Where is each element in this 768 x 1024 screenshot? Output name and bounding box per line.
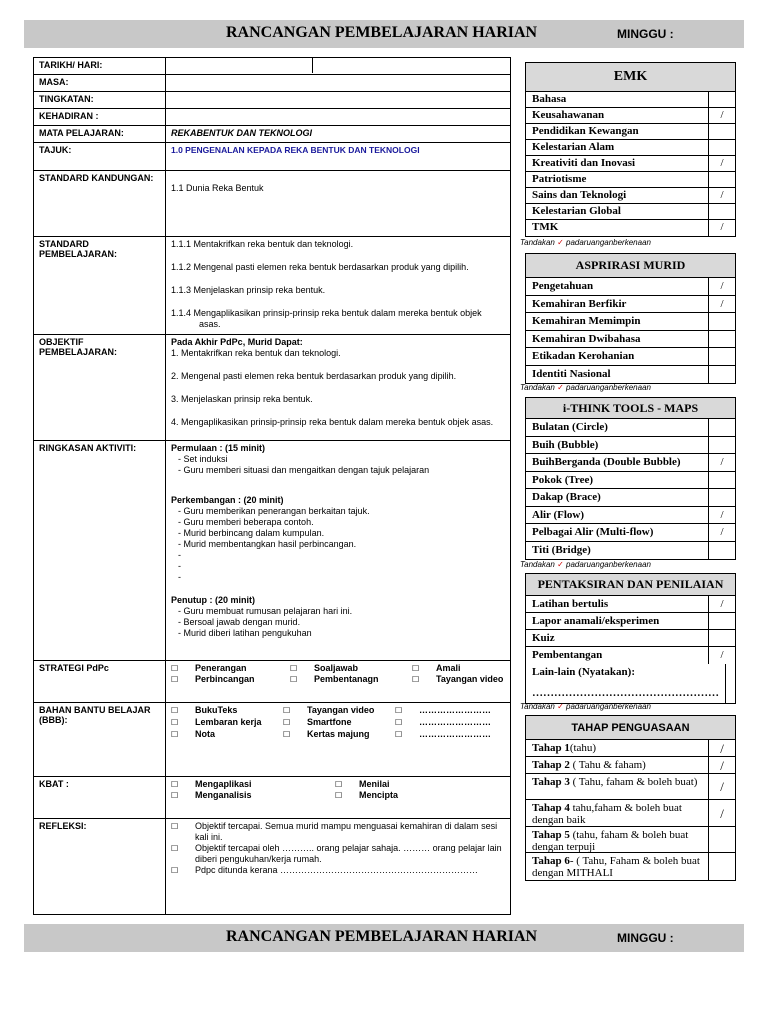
list-item: -	[178, 561, 181, 571]
emk-row	[526, 140, 735, 156]
ithink-item-label: Buih (Bubble)	[526, 437, 709, 454]
aspirasi-mark-cell[interactable]	[709, 366, 735, 384]
pentaksiran-item-label: Pembentangan	[526, 647, 709, 664]
aspirasi-panel	[525, 253, 736, 384]
kbat-options	[166, 777, 511, 819]
list-item: - Set induksi	[178, 454, 228, 464]
bbb-option: Kertas majung	[307, 729, 370, 739]
closing-heading: Penutup : (20 minit)	[171, 595, 255, 605]
tahap-level: Tahap 2	[532, 759, 570, 771]
reflection-option: Objektif tercapai oleh ……….. orang pelajar sahaja. ……… orang pelajar lain diberi pengukuhan/kerja rumah.	[195, 843, 502, 864]
emk-mark-cell[interactable]	[709, 124, 735, 139]
ithink-item-label: Pokok (Tree)	[526, 472, 709, 489]
tahap-item-label	[526, 800, 709, 826]
emk-row	[526, 188, 735, 204]
content-standard-label: STANDARD KANDUNGAN:	[34, 171, 166, 237]
checkbox[interactable]: ☐	[412, 664, 420, 673]
tahap-level: Tahap 3	[532, 776, 570, 788]
list-item: 2. Mengenal pasti elemen reka bentuk berdasarkan produk yang dipilih.	[171, 371, 457, 381]
bbb-label: BAHAN BANTU BELAJAR (BBB):	[34, 703, 166, 777]
ithink-row	[526, 472, 735, 490]
list-item: 1.1.3 Menjelaskan prinsip reka bentuk.	[171, 285, 326, 295]
topic-label: TAJUK:	[34, 143, 166, 171]
checkbox[interactable]: ☐	[290, 664, 298, 673]
tahap-item-label	[526, 853, 709, 880]
list-item: 1.1.4 Mengaplikasikan prinsip-prinsip reka bentuk dalam mereka bentuk objek asas.	[171, 308, 482, 329]
kbat-option: Menilai	[359, 779, 390, 789]
page-title: RANCANGAN PEMBELAJARAN HARIAN	[226, 24, 538, 41]
tahap-level: Tahap 5	[532, 829, 570, 841]
content-standard-value: 1.1 Dunia Reka Bentuk	[166, 171, 511, 237]
pentaksiran-item-label: Latihan bertulis	[526, 596, 709, 612]
list-item: - Murid berbincang dalam kumpulan.	[178, 528, 325, 538]
tahap-row	[526, 853, 735, 880]
emk-item-label: Bahasa	[526, 92, 709, 107]
check-icon: ✓	[557, 238, 564, 247]
other-label: Lain-lain (Nyatakan):	[532, 666, 635, 678]
tahap-mark-cell[interactable]: /	[720, 758, 724, 773]
activity-label: RINGKASAN AKTIVITI:	[34, 441, 166, 661]
ithink-item-label: Alir (Flow)	[526, 507, 709, 524]
ithink-row	[526, 419, 735, 437]
checkbox[interactable]: ☐	[290, 675, 298, 684]
emk-item-label: Sains dan Teknologi	[526, 188, 709, 203]
tahap-level: Tahap 4	[532, 802, 570, 814]
pentaksiran-item-label: Lapor anamali/eksperimen	[526, 613, 709, 629]
footer-banner	[24, 924, 744, 952]
tingkatan-field[interactable]	[166, 92, 511, 109]
emk-row	[526, 156, 735, 172]
aspirasi-item-label: Pengetahuan	[526, 278, 709, 295]
strategy-options	[166, 661, 511, 703]
checkbox[interactable]: ☐	[171, 791, 179, 800]
emk-item-label: TMK	[526, 220, 709, 236]
tahap-item-label	[526, 774, 709, 799]
checkbox[interactable]: ☐	[171, 780, 179, 789]
opening-heading: Permulaan : (15 minit)	[171, 443, 266, 453]
ithink-mark-cell[interactable]: /	[720, 456, 724, 468]
checkbox[interactable]: ☐	[335, 791, 343, 800]
kehadiran-field[interactable]	[166, 109, 511, 126]
list-item: -	[178, 550, 181, 560]
ithink-mark-cell[interactable]	[709, 437, 735, 454]
pentaksiran-mark-cell[interactable]: /	[720, 649, 724, 661]
ithink-title: i-THINK TOOLS - MAPS	[526, 398, 735, 419]
ithink-row	[526, 542, 735, 560]
tahap-item-label	[526, 827, 709, 852]
aspirasi-item-label: Kemahiran Berfikir	[526, 296, 709, 313]
other-row	[526, 664, 735, 703]
tahap-description: tahu,faham & boleh buat dengan baik	[532, 802, 682, 826]
footer-title: RANCANGAN PEMBELAJARAN HARIAN	[226, 928, 538, 945]
aspirasi-row	[526, 313, 735, 331]
tahap-row	[526, 757, 735, 774]
checkbox[interactable]: ☐	[395, 718, 403, 727]
checkbox[interactable]: ☐	[395, 730, 403, 739]
ithink-row	[526, 489, 735, 507]
subject-label: MATA PELAJARAN:	[34, 126, 166, 143]
ithink-item-label: Bulatan (Circle)	[526, 419, 709, 436]
aspirasi-row	[526, 331, 735, 349]
bbb-options	[166, 703, 511, 777]
tahap-mark-cell[interactable]: /	[720, 779, 724, 794]
checkbox[interactable]: ☐	[171, 844, 179, 853]
check-icon: ✓	[557, 560, 564, 569]
topic-value: 1.0 PENGENALAN KEPADA REKA BENTUK DAN TEKNOLOGI	[166, 143, 511, 171]
pentaksiran-row	[526, 630, 735, 647]
ithink-item-label: Dakap (Brace)	[526, 489, 709, 506]
emk-row	[526, 220, 735, 236]
aspirasi-note: Tandakan ✓ padaruanganberkenaan	[520, 383, 651, 392]
kehadiran-label: KEHADIRAN :	[34, 109, 166, 126]
tahap-item-label	[526, 740, 709, 756]
emk-mark-cell[interactable]: /	[720, 189, 724, 201]
pentaksiran-row	[526, 596, 735, 613]
tahap-row	[526, 827, 735, 853]
emk-row	[526, 108, 735, 124]
checkbox[interactable]: ☐	[283, 730, 291, 739]
emk-row	[526, 124, 735, 140]
masa-field[interactable]	[166, 75, 511, 92]
ithink-mark-cell[interactable]: /	[720, 508, 724, 521]
ithink-mark-cell[interactable]	[709, 472, 735, 489]
pentaksiran-panel	[525, 573, 736, 704]
bbb-option: ……………………	[419, 705, 491, 715]
checkbox[interactable]: ☐	[412, 675, 420, 684]
emk-item-label: Keusahawanan	[526, 108, 709, 123]
checkbox[interactable]: ☐	[171, 664, 179, 673]
emk-mark-cell[interactable]: /	[720, 221, 724, 233]
emk-mark-cell[interactable]	[709, 140, 735, 155]
list-item: 4. Mengaplikasikan prinsip-prinsip reka bentuk dalam mereka bentuk objek asas.	[171, 417, 494, 427]
checkbox[interactable]: ☐	[171, 675, 179, 684]
emk-mark-cell[interactable]: /	[720, 157, 724, 169]
ithink-row	[526, 507, 735, 525]
activity-content	[166, 441, 511, 661]
ithink-mark-cell[interactable]	[709, 419, 735, 436]
aspirasi-item-label: Etikadan Kerohanian	[526, 348, 709, 365]
strategy-option: Perbincangan	[195, 674, 255, 684]
bbb-option: BukuTeks	[195, 705, 238, 715]
list-item: 1.1.1 Mentakrifkan reka bentuk dan teknologi.	[171, 239, 354, 249]
tahap-description: (tahu, faham & boleh buat dengan terpuji	[532, 829, 689, 853]
aspirasi-title: ASPRIRASI MURID	[526, 254, 735, 278]
kbat-option: Mencipta	[359, 790, 399, 800]
pentaksiran-item-label: Kuiz	[526, 630, 709, 646]
list-item: 1. Mentakrifkan reka bentuk dan teknologi.	[171, 348, 341, 358]
tahap-description: ( Tahu & faham)	[569, 759, 646, 771]
ithink-mark-cell[interactable]	[709, 542, 735, 560]
ithink-item-label: Titi (Bridge)	[526, 542, 709, 560]
tahap-mark-cell[interactable]	[709, 827, 735, 852]
tahap-row	[526, 740, 735, 757]
aspirasi-row	[526, 278, 735, 296]
emk-mark-cell[interactable]	[709, 92, 735, 107]
strategy-option: Amali	[436, 663, 461, 673]
aspirasi-item-label: Kemahiran Memimpin	[526, 313, 709, 330]
emk-mark-cell[interactable]: /	[720, 109, 724, 121]
emk-panel	[525, 62, 736, 237]
checkbox[interactable]: ☐	[171, 718, 179, 727]
tahap-description: ( Tahu, faham & boleh buat)	[569, 776, 698, 788]
reflection-label: REFLEKSI:	[34, 819, 166, 915]
bbb-option: Nota	[195, 729, 215, 739]
header-banner	[24, 20, 744, 48]
tahap-description: - ( Tahu, Faham & boleh buat dengan MITHALI	[532, 855, 700, 879]
ithink-note: Tandakan ✓ padaruanganberkenaan	[520, 560, 651, 569]
checkbox[interactable]: ☐	[171, 730, 179, 739]
aspirasi-item-label: Kemahiran Dwibahasa	[526, 331, 709, 348]
pentaksiran-title: PENTAKSIRAN DAN PENILAIAN	[526, 574, 735, 596]
kbat-label: KBAT :	[34, 777, 166, 819]
kbat-option: Menganalisis	[195, 790, 252, 800]
lesson-plan-table	[33, 57, 511, 915]
pentaksiran-row	[526, 647, 735, 664]
learning-standard-label: STANDARD PEMBELAJARAN:	[34, 237, 166, 335]
list-item: - Guru memberi situasi dan mengaitkan dengan tajuk pelajaran	[178, 465, 430, 475]
bbb-option: Lembaran kerja	[195, 717, 262, 727]
tarikh-label: TARIKH/ HARI:	[34, 58, 166, 75]
ithink-row	[526, 454, 735, 472]
reflection-option: Pdpc ditunda kerana …………………………………………………………	[195, 865, 479, 875]
ithink-panel	[525, 397, 736, 560]
bbb-option: Tayangan video	[307, 705, 375, 715]
aspirasi-row	[526, 296, 735, 314]
tahap-row	[526, 800, 735, 827]
check-icon: ✓	[557, 702, 564, 711]
ithink-mark-cell[interactable]: /	[720, 526, 724, 538]
aspirasi-mark-cell[interactable]	[709, 331, 735, 348]
week-label: MINGGU :	[617, 27, 674, 41]
bbb-option: ……………………	[419, 717, 491, 727]
masa-label: MASA:	[34, 75, 166, 92]
development-heading: Perkembangan : (20 minit)	[171, 495, 284, 505]
bbb-option: Smartfone	[307, 717, 352, 727]
tahap-item-label	[526, 757, 709, 773]
check-icon: ✓	[557, 383, 564, 392]
tahap-level: Tahap 1	[532, 742, 570, 754]
tahap-title: TAHAP PENGUASAAN	[526, 716, 735, 740]
checkbox[interactable]: ☐	[171, 866, 179, 875]
reflection-options	[166, 819, 511, 915]
emk-row	[526, 172, 735, 188]
objective-list	[166, 335, 511, 441]
tahap-mark-cell[interactable]	[709, 853, 735, 880]
checkbox[interactable]: ☐	[283, 706, 291, 715]
tarikh-field[interactable]	[166, 58, 511, 75]
emk-item-label: Patriotisme	[526, 172, 709, 187]
aspirasi-row	[526, 366, 735, 384]
footer-week-label: MINGGU :	[617, 931, 674, 945]
aspirasi-mark-cell[interactable]	[709, 348, 735, 365]
aspirasi-item-label: Identiti Nasional	[526, 366, 709, 384]
checkbox[interactable]: ☐	[283, 718, 291, 727]
tahap-description: (tahu)	[569, 742, 597, 754]
ithink-row	[526, 437, 735, 455]
list-item: 1.1.2 Mengenal pasti elemen reka bentuk berdasarkan produk yang dipilih.	[171, 262, 469, 272]
emk-mark-cell[interactable]	[709, 204, 735, 219]
list-item: -	[178, 572, 181, 582]
list-item: - Guru membuat rumusan pelajaran hari ini.	[178, 606, 353, 616]
tahap-mark-cell[interactable]: /	[720, 741, 724, 756]
emk-note: Tandakan ✓ padaruanganberkenaan	[520, 238, 651, 247]
pentaksiran-mark-cell[interactable]	[709, 613, 735, 629]
emk-item-label: Pendidikan Kewangan	[526, 124, 709, 139]
list-item: - Guru memberikan penerangan berkaitan tajuk.	[178, 506, 370, 516]
strategy-label: STRATEGI PdPc	[34, 661, 166, 703]
kbat-option: Mengaplikasi	[195, 779, 252, 789]
tahap-level: Tahap 6	[532, 855, 570, 867]
strategy-option: Soaljawab	[314, 663, 359, 673]
pentaksiran-row	[526, 613, 735, 630]
emk-item-label: Kreativiti dan Inovasi	[526, 156, 709, 171]
aspirasi-row	[526, 348, 735, 366]
reflection-option: Objektif tercapai. Semua murid mampu menguasai kemahiran di dalam sesi kali ini.	[195, 821, 498, 842]
aspirasi-mark-cell[interactable]: /	[720, 280, 724, 292]
list-item: 3. Menjelaskan prinsip reka bentuk.	[171, 394, 313, 404]
other-dots[interactable]: ……………………………………………	[532, 687, 719, 699]
strategy-option: Pembentanagn	[314, 674, 379, 684]
list-item: - Murid diberi latihan pengukuhan	[178, 628, 312, 638]
list-item: - Murid membentangkan hasil perbincangan.	[178, 539, 357, 549]
ithink-item-label: Pelbagai Alir (Multi-flow)	[526, 524, 709, 541]
list-item: - Bersoal jawab dengan murid.	[178, 617, 301, 627]
checkbox[interactable]: ☐	[395, 706, 403, 715]
emk-title: EMK	[526, 63, 735, 92]
emk-row	[526, 92, 735, 108]
learning-standard-list	[166, 237, 511, 335]
pentaksiran-mark-cell[interactable]	[709, 630, 735, 646]
checkbox[interactable]: ☐	[171, 706, 179, 715]
strategy-option: Penerangan	[195, 663, 247, 673]
emk-item-label: Kelestarian Alam	[526, 140, 709, 155]
emk-mark-cell[interactable]	[709, 172, 735, 187]
emk-row	[526, 204, 735, 220]
tingkatan-label: TINGKATAN:	[34, 92, 166, 109]
pentaksiran-note: Tandakan ✓ padaruanganberkenaan	[520, 702, 651, 711]
tahap-panel	[525, 715, 736, 881]
objective-intro: Pada Akhir PdPc, Murid Dapat:	[171, 337, 303, 347]
ithink-item-label: BuihBerganda (Double Bubble)	[526, 454, 709, 471]
list-item: - Guru memberi beberapa contoh.	[178, 517, 314, 527]
tahap-row	[526, 774, 735, 800]
tahap-mark-cell[interactable]: /	[720, 806, 724, 821]
ithink-mark-cell[interactable]	[709, 489, 735, 506]
checkbox[interactable]: ☐	[335, 780, 343, 789]
bbb-option: ……………………	[419, 729, 491, 739]
pentaksiran-mark-cell[interactable]: /	[720, 598, 724, 610]
strategy-option: Tayangan video	[436, 674, 504, 684]
aspirasi-mark-cell[interactable]: /	[720, 297, 724, 310]
ithink-row	[526, 524, 735, 542]
subject-value: REKABENTUK DAN TEKNOLOGI	[166, 126, 511, 143]
objective-label: OBJEKTIF PEMBELAJARAN:	[34, 335, 166, 441]
aspirasi-mark-cell[interactable]	[709, 313, 735, 330]
emk-item-label: Kelestarian Global	[526, 204, 709, 219]
checkbox[interactable]: ☐	[171, 822, 179, 831]
